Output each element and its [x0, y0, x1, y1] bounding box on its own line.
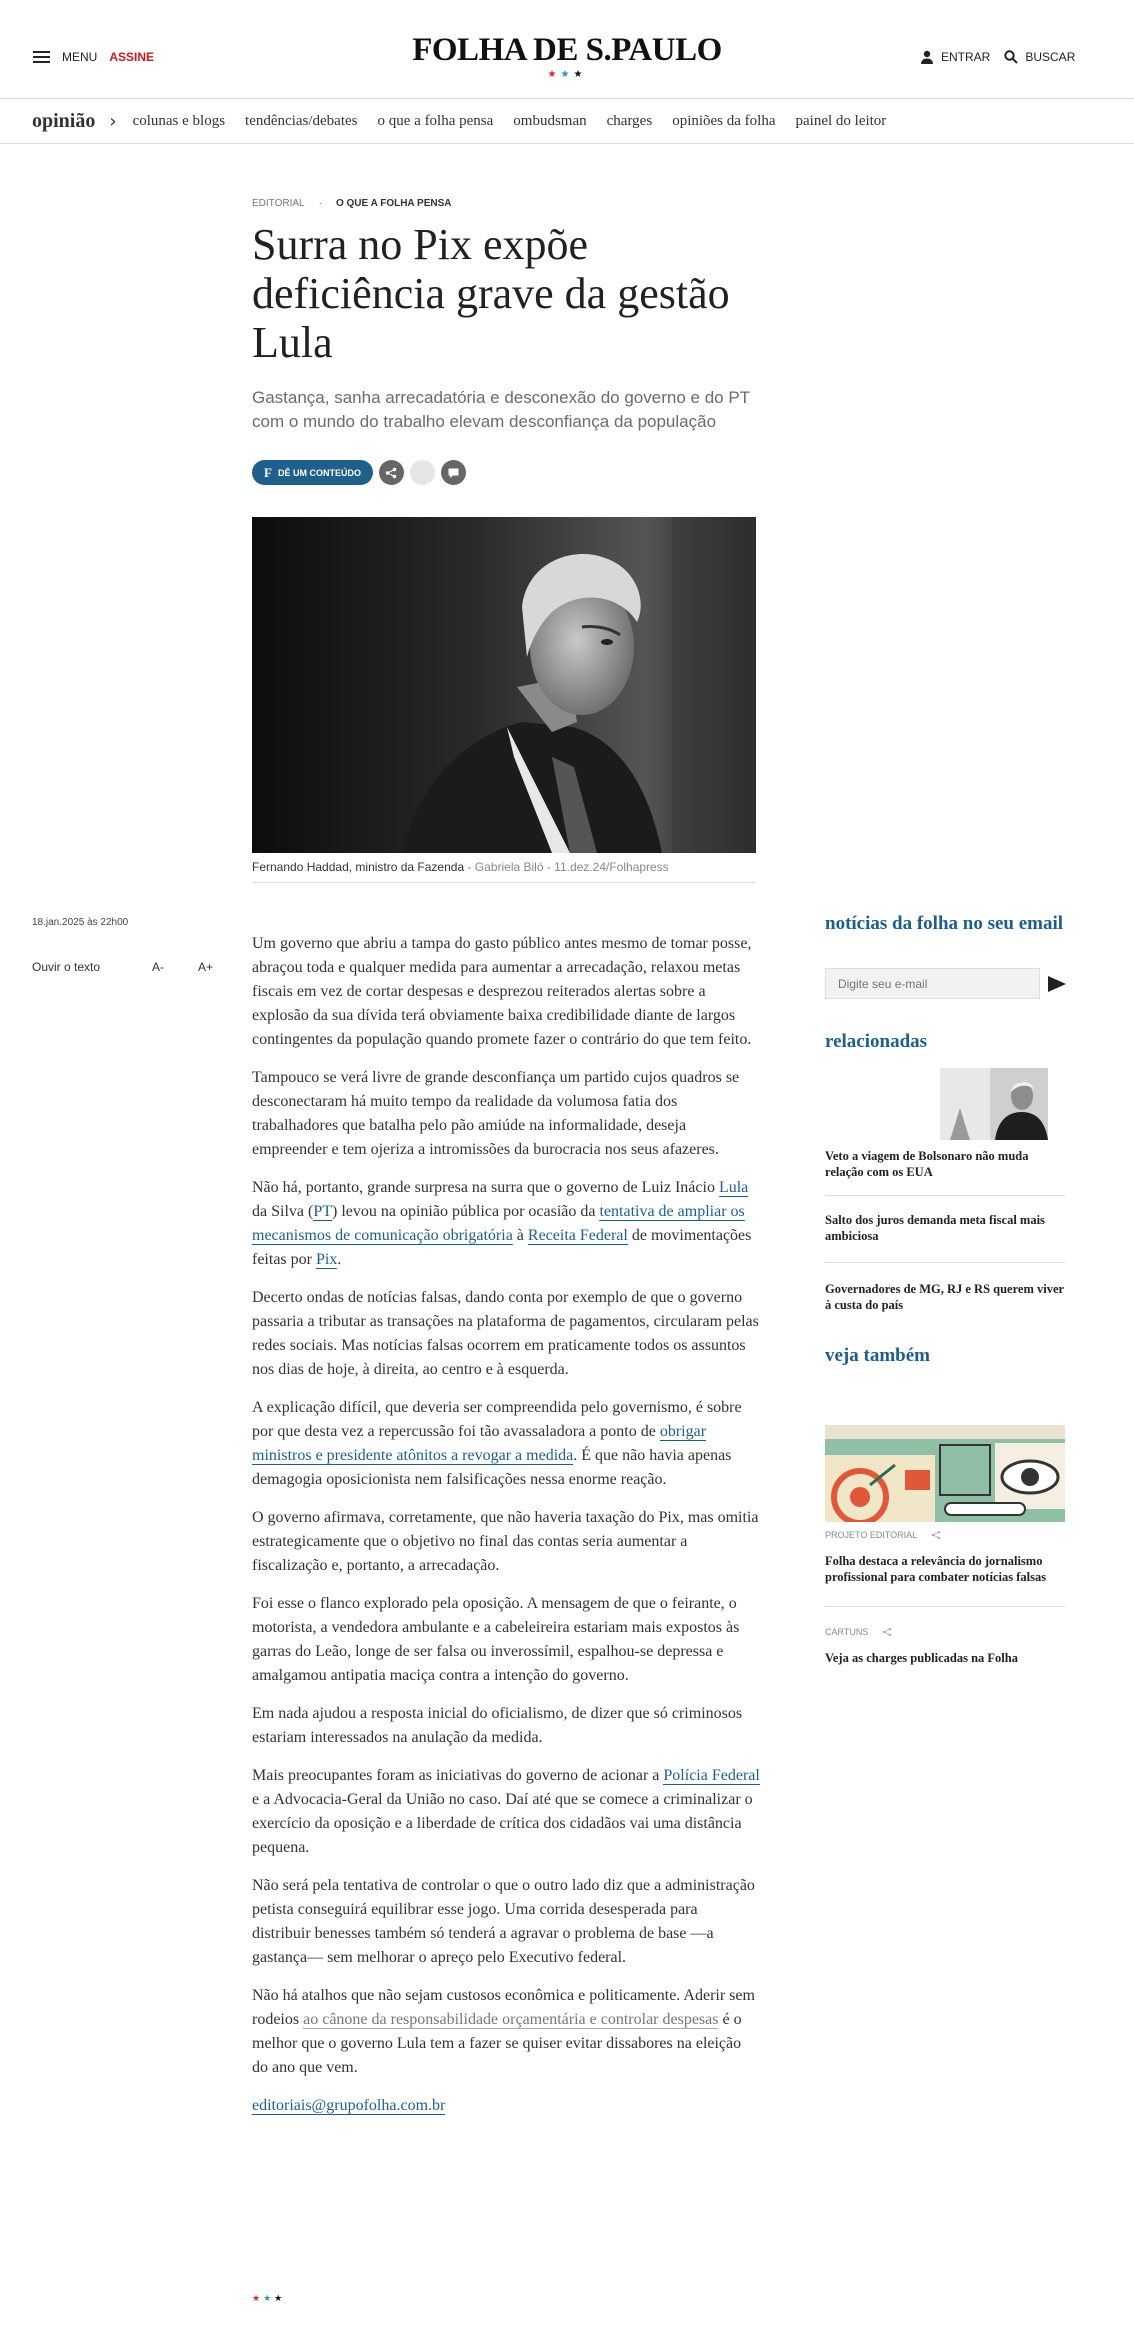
menu-label: MENU — [62, 50, 98, 64]
font-decrease-button[interactable]: A- — [152, 960, 165, 974]
link-revogar-medida[interactable]: obrigar ministros e presidente atônitos a revogar a medida — [252, 1423, 707, 1464]
email-field[interactable] — [825, 968, 1040, 999]
divider — [825, 1195, 1065, 1196]
logo[interactable]: FOLHA DE S.PAULO — [412, 32, 722, 68]
search-button[interactable] — [1004, 50, 1075, 64]
paragraph: Um governo que abriu a tampa do gasto público antes mesmo de tomar posse, abraçou toda e qualquer medida para aumentar a arrecadação, relaxou metas fiscais em vez de cortar despesas e desprezou reiterados alertas sobre a explosão da sua dívida terá obviamente baixa credibilidade diante de largos contingentes da população quando promete fazer o contrário do que tem feito. — [252, 935, 752, 1048]
reading-tools — [32, 960, 213, 974]
lead-photo[interactable] — [252, 517, 756, 853]
share-button[interactable] — [379, 460, 404, 485]
section-nav — [0, 99, 1134, 144]
article-subtitle: Gastança, sanha arrecadatória e desconexão do governo e do PT com o mundo do trabalho elevam desconfiança da população — [252, 388, 750, 431]
nav-item-tendencias[interactable]: tendências/debates — [245, 112, 358, 129]
nav-item-o-que-a-folha-pensa[interactable]: o que a folha pensa — [377, 112, 494, 129]
nav-item-painel-do-leitor[interactable]: painel do leitor — [795, 112, 887, 129]
gift-label: DÊ UM CONTEÚDO — [277, 467, 361, 478]
article-tools — [252, 460, 466, 485]
paragraph: Decerto ondas de notícias falsas, dando conta por exemplo de que o governo passaria a tributar as transações na plataforma de pagamentos, circularam pelas redes sociais. Mas notícias falsas ocorrem em praticamente todos os assuntos nos dias de hoje, à direita, ao centro e à esquerda. — [252, 1289, 759, 1378]
link-tentativa[interactable]: tentativa de ampliar os mecanismos de comunicação obrigatória — [252, 1203, 745, 1244]
logo-stars: ★★★ — [547, 69, 587, 80]
see-also-tag-1 — [825, 1530, 1065, 1540]
login-button[interactable] — [920, 50, 990, 64]
portrait-image — [252, 517, 756, 853]
tag-label[interactable]: CARTUNS — [825, 1627, 869, 1637]
newsletter-title: notícias da folha no seu email — [825, 913, 1064, 934]
paragraph: Mais preocupantes foram as iniciativas do governo de acionar a Polícia Federal e a Advocacia-Geral da União no caso. Daí até que se comece a criminalizar o exercício da oposição e a liberdade de crítica dos cidadãos vai uma distância pequena. — [252, 1767, 760, 1856]
link-receita-federal[interactable]: Receita Federal — [527, 1227, 628, 1244]
search-label: BUSCAR — [1025, 50, 1076, 64]
search-icon — [1004, 50, 1018, 64]
kicker-label[interactable]: EDITORIAL — [252, 198, 305, 209]
top-header — [0, 0, 1134, 99]
folha-f-icon: F — [264, 464, 272, 480]
related-item-3[interactable]: Governadores de MG, RJ e RS querem viver à custa do país — [825, 1282, 1064, 1312]
editorial-email-link[interactable]: editoriais@grupofolha.com.br — [252, 2097, 446, 2114]
newsletter-widget — [825, 912, 1065, 935]
share-icon — [385, 467, 397, 479]
newsletter-form — [825, 968, 1066, 999]
publish-date: 18.jan.2025 às 22h00 — [32, 917, 129, 928]
share-icon[interactable] — [931, 1530, 941, 1540]
paragraph: A explicação difícil, que deveria ser compreendida pelo governismo, é sobre por que desta vez a repercussão foi tão avassaladora a ponto de obrigar ministros e presidente atônitos a revogar a medida. É que não havia apenas demagogia oposicionista nem falsificações nessa enorme reação. — [252, 1399, 742, 1488]
page-title: Surra no Pix expõe deficiência grave da gestão Lula — [252, 220, 730, 367]
kicker-separator: · — [318, 198, 322, 209]
paragraph: Não há atalhos que não sejam custosos econômica e politicamente. Aderir sem rodeios ao cânone da responsabilidade orçamentária e controlar despesas é o melhor que o governo Lula tem a fazer se quiser evitar dissabores na eleição do ano que vem. — [252, 1987, 755, 2076]
section-title[interactable]: opinião — [32, 109, 96, 132]
listen-button[interactable]: Ouvir o texto — [32, 960, 101, 974]
gift-article-button[interactable] — [252, 460, 373, 485]
comment-icon — [448, 468, 459, 478]
divider — [825, 1606, 1065, 1607]
see-also-section — [825, 1344, 1065, 1367]
kicker — [252, 198, 452, 209]
send-icon[interactable] — [1048, 976, 1066, 992]
paragraph: Foi esse o flanco explorado pela oposição. A mensagem de que o feirante, o motorista, a vendedora ambulante e a cabeleireira estariam mais expostos às garras do Leão, longe de ser falsa ou inverossímil, espalhou-se depressa e amalgamou antipatia maciça contra a intenção do governo. — [252, 1595, 740, 1684]
link-policia-federal[interactable]: Polícia Federal — [663, 1767, 760, 1784]
share-icon[interactable] — [882, 1627, 892, 1637]
comments-button[interactable] — [441, 460, 466, 485]
user-icon — [920, 50, 934, 64]
related-thumb[interactable] — [940, 1068, 1048, 1140]
see-also-tag-2 — [825, 1627, 1065, 1637]
paragraph: Tampouco se verá livre de grande desconfiança um partido cujos quadros se desconectaram há muito tempo da realidade da volumosa fatia dos trabalhadores que batalha pelo pão amiúde na informalidade, deseja empreender e tem ojeriza a intromissões da burocracia nos seus afazeres. — [252, 1069, 740, 1158]
nav-item-ombudsman[interactable]: ombudsman — [513, 112, 587, 129]
related-thumb-image — [940, 1068, 1048, 1140]
nav-item-charges[interactable]: charges — [606, 112, 653, 129]
see-also-illustration[interactable] — [825, 1425, 1065, 1522]
nav-item-opinioes[interactable]: opiniões da folha — [672, 112, 776, 129]
related-title: relacionadas — [825, 1031, 928, 1052]
subscribe-link[interactable]: ASSINE — [109, 50, 155, 64]
end-stars: ★★★ — [252, 2293, 286, 2303]
divider — [825, 1262, 1065, 1263]
paragraph: O governo afirmava, corretamente, que não haveria taxação do Pix, mas omitia estrategicamente que o objetivo no final das contas seria aumentar a fiscalização e, portanto, a arrecadação. — [252, 1509, 759, 1574]
paragraph: Não será pela tentativa de controlar o que o outro lado diz que a administração petista conseguirá equilibrar esse jogo. Uma corrida desesperada para distribuir benesses também só tenderá a agravar o problema de base —a gastança— sem melhorar o apreço pelo Executivo federal. — [252, 1877, 755, 1966]
link-pt[interactable]: PT — [313, 1203, 332, 1220]
link-lula[interactable]: Lula — [718, 1179, 749, 1196]
caption-credit: - Gabriela Biló - 11.dez.24/Folhapress — [464, 860, 669, 874]
login-label: ENTRAR — [941, 50, 991, 64]
see-also-title: veja também — [825, 1345, 930, 1366]
article-body — [252, 932, 760, 2132]
related-item-1[interactable]: Veto a viagem de Bolsonaro não muda relação com os EUA — [825, 1149, 1029, 1179]
nav-item-colunas[interactable]: colunas e blogs — [132, 112, 226, 129]
chevron-right-icon: › — [109, 110, 117, 132]
link-responsabilidade-orcamentaria[interactable]: ao cânone da responsabilidade orçamentária e controlar despesas — [303, 2011, 719, 2028]
link-pix[interactable]: Pix — [315, 1251, 338, 1268]
related-item-2[interactable]: Salto dos juros demanda meta fiscal mais ambiciosa — [825, 1213, 1045, 1243]
save-button[interactable] — [410, 460, 435, 485]
font-increase-button[interactable]: A+ — [198, 960, 214, 974]
paragraph: Em nada ajudou a resposta inicial do oficialismo, de dizer que só criminosos estariam interessados na anulação da medida. — [252, 1705, 743, 1746]
paragraph: Não há, portanto, grande surpresa na surra que o governo de Luiz Inácio Lula da Silva (PT) levou na opinião pública por ocasião da tentativa de ampliar os mecanismos de comunicação obrigatória à Receita Federal de movimentações feitas por Pix. — [252, 1179, 752, 1268]
see-also-item-1[interactable]: Folha destaca a relevância do jornalismo profissional para combater notícias falsas — [825, 1554, 1047, 1584]
photo-caption — [252, 860, 756, 883]
tag-label[interactable]: PROJETO EDITORIAL — [825, 1530, 918, 1540]
caption-text: Fernando Haddad, ministro da Fazenda — [252, 860, 465, 874]
related-section — [825, 1030, 1065, 1053]
see-also-item-2[interactable]: Veja as charges publicadas na Folha — [825, 1651, 1018, 1665]
illustration-image — [825, 1425, 1065, 1522]
kicker-section[interactable]: O QUE A FOLHA PENSA — [335, 198, 452, 209]
